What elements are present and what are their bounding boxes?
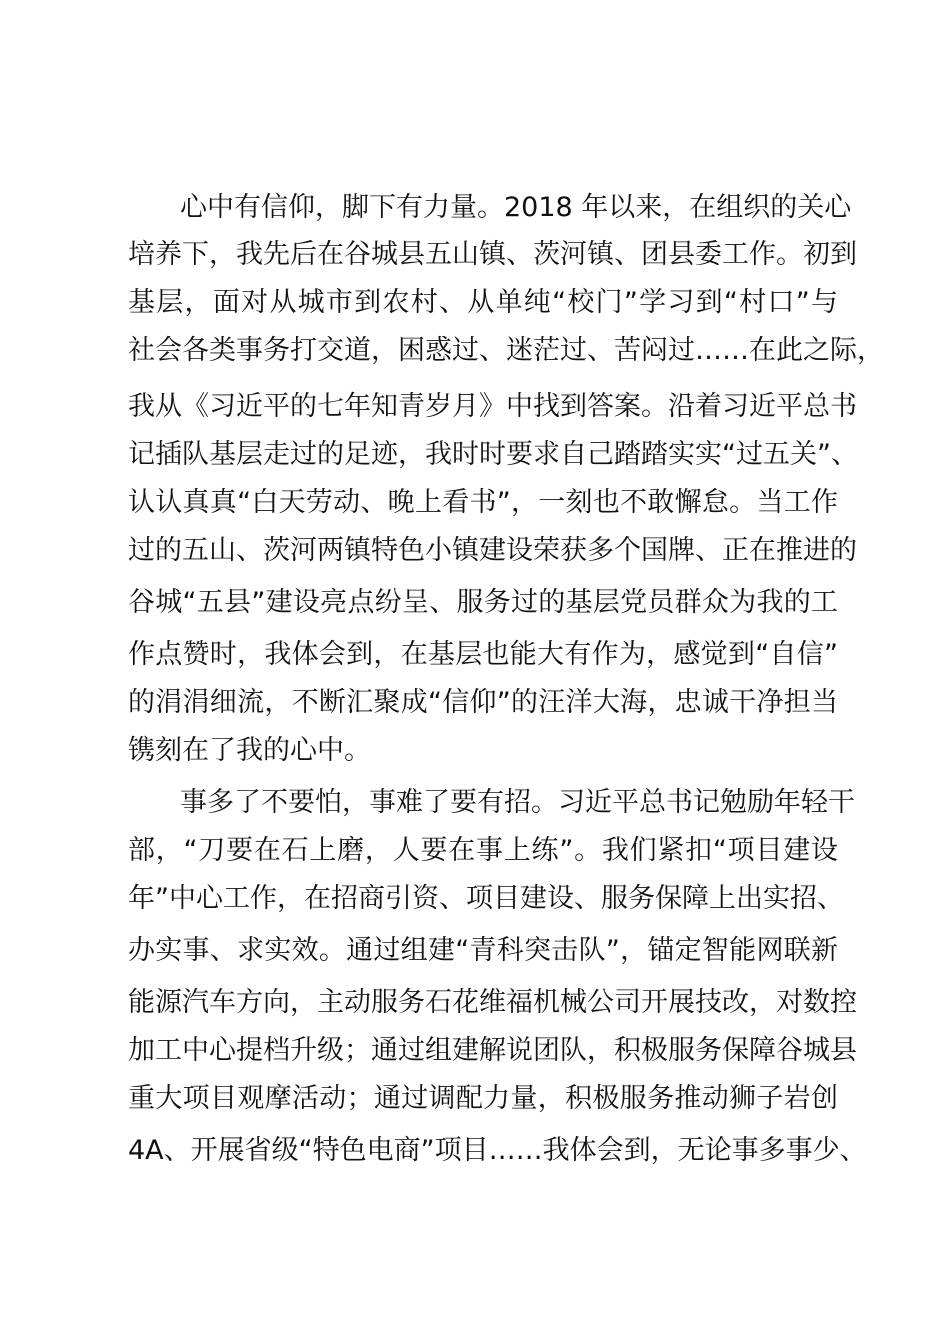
text-line: 我从《习近平的七年知青岁月》中找到答案。沿着习近平总书	[128, 391, 857, 422]
text-line: 基层，面对从城市到农村、从单纯“校门”学习到“村口”与	[128, 287, 838, 318]
text-line: 能源汽车方向，主动服务石花维福机械公司开展技改，对数控	[128, 987, 857, 1018]
text-line: 记插队基层走过的足迹，我时时要求自己踏踏实实“过五关”、	[128, 439, 858, 470]
text-line: 办实事、求实效。通过组建“青科突击队”，锚定智能网联新	[128, 935, 838, 966]
text-line: 年”中心工作，在招商引资、项目建设、服务保障上出实招、	[128, 883, 844, 914]
text-line: 的涓涓细流，不断汇聚成“信仰”的汪洋大海，忠诚干净担当	[128, 687, 838, 718]
text-line: 心中有信仰，脚下有力量。2018 年以来，在组织的关心	[180, 192, 852, 223]
text-line: 培养下，我先后在谷城县五山镇、茨河镇、团县委工作。初到	[128, 239, 857, 270]
text-line: 重大项目观摩活动；通过调配力量，积极服务推动狮子岩创	[128, 1083, 838, 1114]
text-line: 事多了不要怕，事难了要有招。习近平总书记勉励年轻干	[180, 787, 855, 818]
text-line: 4A、开展省级“特色电商”项目……我体会到，无论事多事少、	[128, 1135, 867, 1166]
text-line: 谷城“五县”建设亮点纷呈、服务过的基层党员群众为我的工	[128, 587, 838, 618]
text-line: 部，“刀要在石上磨，人要在事上练”。我们紧扣“项目建设	[128, 835, 838, 866]
text-line: 社会各类事务打交道，困惑过、迷茫过、苦闷过……在此之际，	[128, 335, 884, 366]
text-line: 认认真真“白天劳动、晚上看书”，一刻也不敢懈怠。当工作	[128, 487, 838, 518]
text-line: 加工中心提档升级；通过组建解说团队，积极服务保障谷城县	[128, 1035, 857, 1066]
text-line: 镌刻在了我的心中。	[128, 735, 371, 766]
text-line: 作点赞时，我体会到，在基层也能大有作为，感觉到“自信”	[128, 639, 838, 670]
text-line: 过的五山、茨河两镇特色小镇建设荣获多个国牌、正在推进的	[128, 535, 857, 566]
